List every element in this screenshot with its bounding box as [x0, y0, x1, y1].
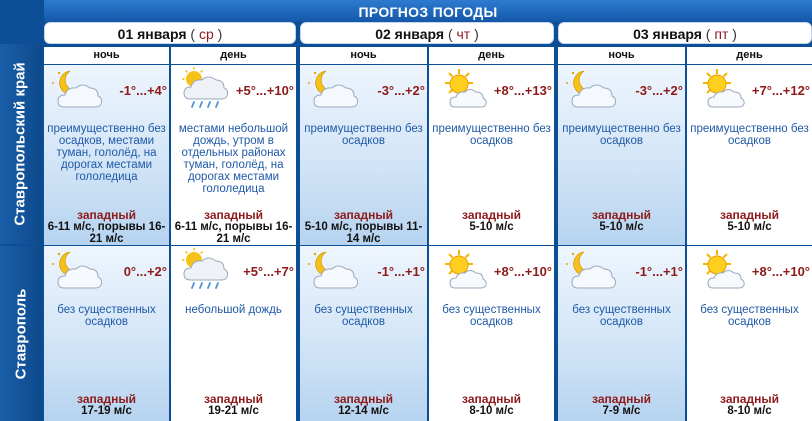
- temperature: +8°...+10°: [493, 264, 552, 279]
- wind-speed: 7-9 м/с: [602, 405, 641, 417]
- wind-speed: 6-11 м/с, порывы 16-21 м/с: [174, 221, 293, 245]
- wind-speed: 17-19 м/с: [81, 405, 132, 417]
- wind-speed: 8-10 м/с: [727, 405, 772, 417]
- wind-direction: западный: [334, 392, 393, 406]
- wind-speed: 8-10 м/с: [469, 405, 514, 417]
- moon-cloud-icon: [306, 248, 360, 292]
- weather-description: небольшой дождь: [185, 304, 282, 316]
- day-header-2: 02 января ( чт ): [300, 22, 554, 44]
- day-date: 01 января: [117, 26, 187, 42]
- wind-speed: 19-21 м/с: [208, 405, 259, 417]
- temperature: -3°...+2°: [635, 83, 683, 98]
- cloud-rain-icon: [177, 67, 231, 111]
- moon-cloud-icon: [306, 67, 360, 111]
- forecast-cell: [171, 246, 296, 421]
- sun-cloud-icon: [693, 248, 747, 292]
- weather-description: преимущественно без осадков: [690, 123, 809, 147]
- sun-cloud-icon: [435, 67, 489, 111]
- wind-direction: западный: [204, 392, 263, 406]
- weather-description: преимущественно без осадков: [562, 123, 681, 147]
- day-header-1: 01 января ( ср ): [44, 22, 296, 44]
- forecast-cell: [171, 65, 296, 245]
- wind-speed: 5-10 м/с, порывы 11-14 м/с: [304, 221, 423, 245]
- weather-description: преимущественно без осадков: [432, 123, 551, 147]
- day-date: 03 января: [633, 26, 702, 42]
- weather-description: без существенных осадков: [442, 304, 541, 328]
- region-label-text: Ставропольский край: [12, 62, 30, 226]
- temperature: +8°...+13°: [493, 83, 552, 98]
- weather-description: местами небольшой дождь, утром в отдельных районах туман, гололёд, на дорогах местами гололедица: [178, 123, 289, 195]
- temperature: -1°...+1°: [377, 264, 425, 279]
- weather-description: без существенных осадков: [572, 304, 671, 328]
- forecast-cell: [44, 65, 169, 245]
- forecast-cell: [687, 65, 812, 245]
- temperature: 0°...+2°: [123, 264, 167, 279]
- temperature: +8°...+10°: [751, 264, 810, 279]
- wind-speed: 6-11 м/с, порывы 16-21 м/с: [47, 221, 166, 245]
- forecast-cell: [44, 246, 169, 421]
- forecast-cell: [558, 65, 685, 245]
- period-day: день: [171, 47, 296, 64]
- day-header-3: 03 января ( пт ): [558, 22, 812, 44]
- moon-cloud-icon: [50, 67, 104, 111]
- region-label-krai: [0, 44, 42, 244]
- wind-direction: западный: [204, 208, 263, 222]
- wind-direction: западный: [77, 208, 136, 222]
- wind-direction: западный: [334, 208, 393, 222]
- forecast-cell: [687, 246, 812, 421]
- temperature: +7°...+12°: [751, 83, 810, 98]
- wind-direction: западный: [592, 208, 651, 222]
- wind-direction: западный: [592, 392, 651, 406]
- moon-cloud-icon: [50, 248, 104, 292]
- temperature: +5°...+7°: [243, 264, 294, 279]
- region-label-city: [0, 246, 42, 421]
- day-of-week: пт: [714, 26, 729, 42]
- wind-speed: 12-14 м/с: [338, 405, 389, 417]
- wind-speed: 5-10 м/с: [469, 221, 514, 233]
- temperature: -1°...+4°: [119, 83, 167, 98]
- region-label-text: Ставрополь: [12, 288, 30, 379]
- cloud-rain-icon: [177, 248, 231, 292]
- period-night: ночь: [300, 47, 427, 64]
- forecast-cell: [429, 65, 554, 245]
- wind-direction: западный: [720, 208, 779, 222]
- sun-cloud-icon: [435, 248, 489, 292]
- page-title: ПРОГНОЗ ПОГОДЫ: [44, 0, 812, 22]
- wind-direction: западный: [720, 392, 779, 406]
- forecast-cell: [558, 246, 685, 421]
- forecast-cell: [300, 246, 427, 421]
- moon-cloud-icon: [564, 248, 618, 292]
- period-day: день: [687, 47, 812, 64]
- weather-description: преимущественно без осадков: [304, 123, 423, 147]
- weather-description: без существенных осадков: [700, 304, 799, 328]
- forecast-cell: [429, 246, 554, 421]
- period-night: ночь: [44, 47, 169, 64]
- weather-description: без существенных осадков: [57, 304, 156, 328]
- moon-cloud-icon: [564, 67, 618, 111]
- wind-speed: 5-10 м/с: [599, 221, 644, 233]
- wind-direction: западный: [462, 392, 521, 406]
- temperature: -3°...+2°: [377, 83, 425, 98]
- day-date: 02 января: [375, 26, 445, 42]
- temperature: -1°...+1°: [635, 264, 683, 279]
- sun-cloud-icon: [693, 67, 747, 111]
- temperature: +5°...+10°: [235, 83, 294, 98]
- period-day: день: [429, 47, 554, 64]
- weather-description: преимущественно без осадков, местами туман, гололёд, на дорогах местами гололедица: [47, 123, 166, 183]
- weather-description: без существенных осадков: [314, 304, 413, 328]
- wind-direction: западный: [77, 392, 136, 406]
- day-of-week: чт: [456, 26, 471, 42]
- wind-direction: западный: [462, 208, 521, 222]
- wind-speed: 5-10 м/с: [727, 221, 772, 233]
- forecast-cell: [300, 65, 427, 245]
- day-of-week: ср: [198, 26, 214, 42]
- period-night: ночь: [558, 47, 685, 64]
